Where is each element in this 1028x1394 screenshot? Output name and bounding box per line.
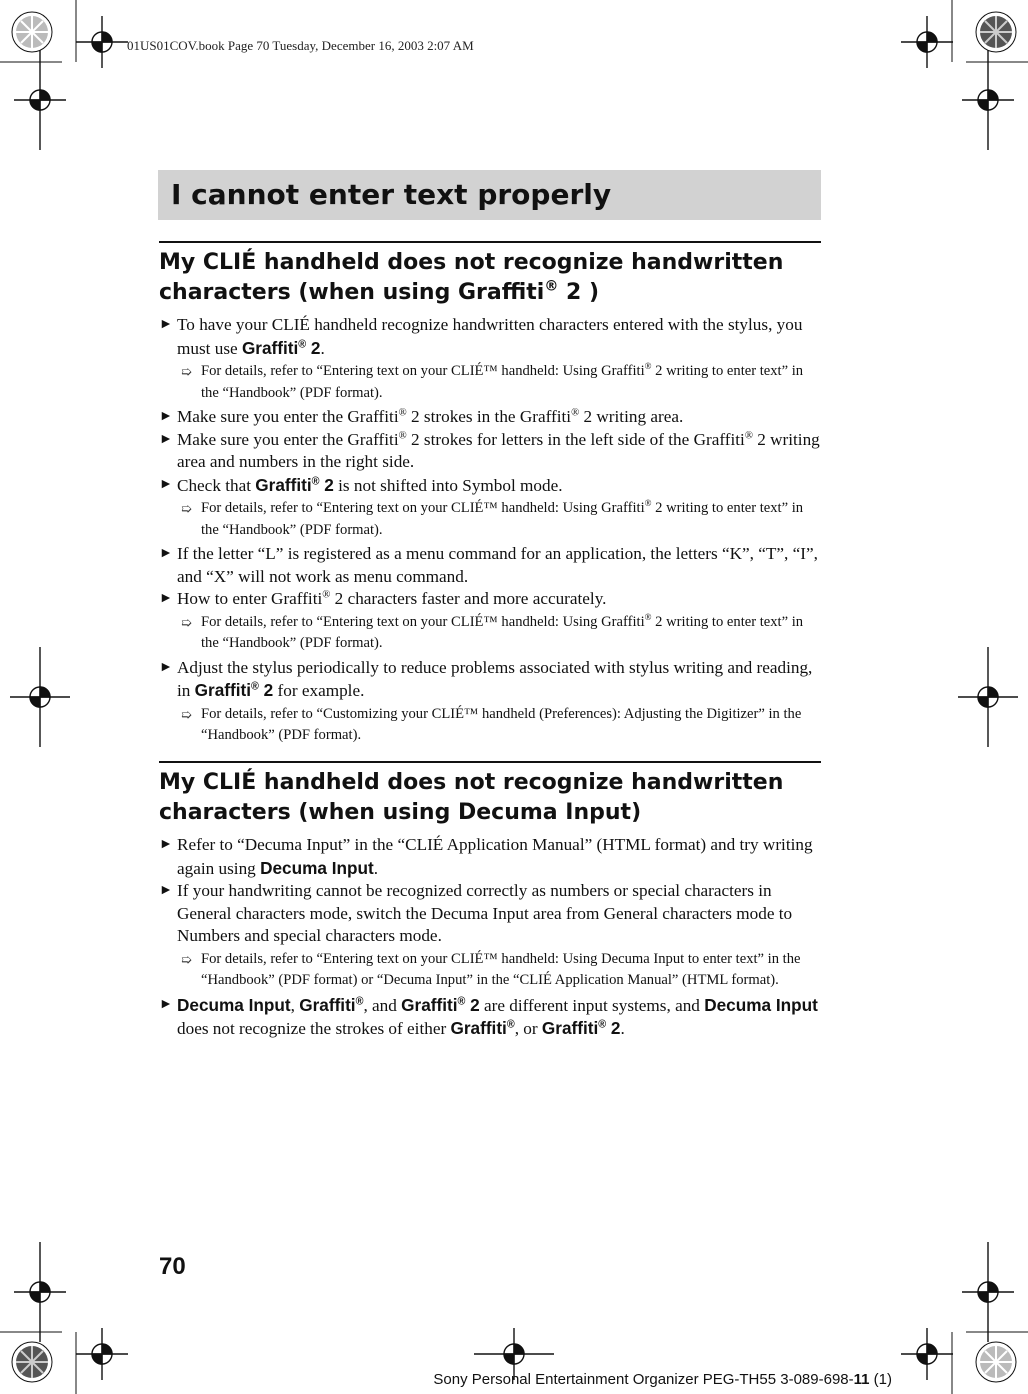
bullet-arrow-icon: ► [159, 546, 173, 561]
page-number: 70 [159, 1253, 186, 1280]
bullet-arrow-icon: ► [159, 837, 173, 852]
list-item: ► Decuma Input, Graffiti®, and Graffiti® 2 are different input systems, and Decuma Input does not recognize the strokes of either Graffiti®, or Graffiti® 2. [159, 994, 818, 1038]
section-decuma-heading: My CLIÉ handheld does not recognize handwritten characters (when using Decuma Input) [159, 761, 821, 828]
bullet-arrow-icon: ► [159, 591, 173, 606]
reference-note: ➯ For details, refer to “Customizing your CLIÉ™ handheld (Preferences): Adjusting the Digitizer” in the “Handbook” (PDF format). [181, 705, 802, 743]
reference-note: ➯ For details, refer to “Entering text on your CLIÉ™ handheld: Using Graffiti® 2 writing to enter text” in the “Handbook” (PDF format). [181, 611, 804, 651]
bullet-arrow-icon: ► [159, 659, 173, 675]
reference-arrow-icon: ➯ [181, 614, 192, 630]
list-item: ► If your handwriting cannot be recognized correctly as numbers or special characters in General characters mode, switch the Decuma Input area from General characters mode to Numbers and special characters mode. [159, 881, 793, 945]
reference-arrow-icon: ➯ [181, 706, 192, 722]
print-job-mark: 01US01COV.book Page 70 Tuesday, December 16, 2003 2:07 AM [127, 38, 474, 53]
bullet-arrow-icon: ► [159, 883, 173, 898]
list-item: ► Make sure you enter the Graffiti® 2 strokes in the Graffiti® 2 writing area. [159, 406, 821, 429]
reference-arrow-icon: ➯ [181, 501, 192, 516]
list-item: ► If the letter “L” is registered as a menu command for an application, the letters “K”, “T”, “I”, and “X” will not work as menu command. [159, 544, 818, 586]
list-item: ► Make sure you enter the Graffiti® 2 strokes for letters in the left side of the Graffiti® 2 writing area and numbers in the right side. [159, 429, 820, 471]
section-graffiti-heading: My CLIÉ handheld does not recognize handwritten characters (when using Graffiti® 2 ) [159, 241, 821, 308]
bullet-arrow-icon: ► [159, 996, 173, 1012]
reference-arrow-icon: ➯ [181, 951, 192, 967]
bullet-arrow-icon: ► [159, 409, 173, 424]
bullet-arrow-icon: ► [159, 317, 173, 332]
list-item: ► Check that Graffiti® 2 is not shifted into Symbol mode. [159, 474, 563, 495]
section-decuma [159, 761, 821, 1041]
page-footer: Sony Personal Entertainment Organizer PEG-TH55 3-089-698-11 (1) [433, 1371, 892, 1388]
list-item: ► How to enter Graffiti® 2 characters faster and more accurately. [159, 588, 821, 611]
list-item: ► To have your CLIÉ handheld recognize handwritten characters entered with the stylus, you must use Graffiti® 2. [159, 315, 803, 358]
reference-note: ➯ For details, refer to “Entering text on your CLIÉ™ handheld: Using Decuma Input to enter text” in the “Handbook” (PDF format) or “Decuma Input” in the “CLIÉ Application Manual” (HTML format). [181, 950, 801, 988]
reference-note: ➯ For details, refer to “Entering text on your CLIÉ™ handheld: Using Graffiti® 2 writing to enter text” in the “Handbook” (PDF format). [181, 361, 804, 401]
list-item: ► Refer to “Decuma Input” in the “CLIÉ Application Manual” (HTML format) and try writing again using Decuma Input. [159, 835, 813, 878]
page-banner-title: I cannot enter text properly [158, 170, 821, 220]
list-item: ► Adjust the stylus periodically to reduce problems associated with stylus writing and reading, in Graffiti® 2 for example. [159, 657, 813, 700]
section-graffiti [159, 241, 821, 749]
bullet-arrow-icon: ► [159, 431, 173, 447]
bullet-arrow-icon: ► [159, 476, 173, 492]
reference-arrow-icon: ➯ [181, 364, 192, 379]
reference-note: ➯ For details, refer to “Entering text on your CLIÉ™ handheld: Using Graffiti® 2 writing to enter text” in the “Handbook” (PDF format). [181, 498, 804, 538]
